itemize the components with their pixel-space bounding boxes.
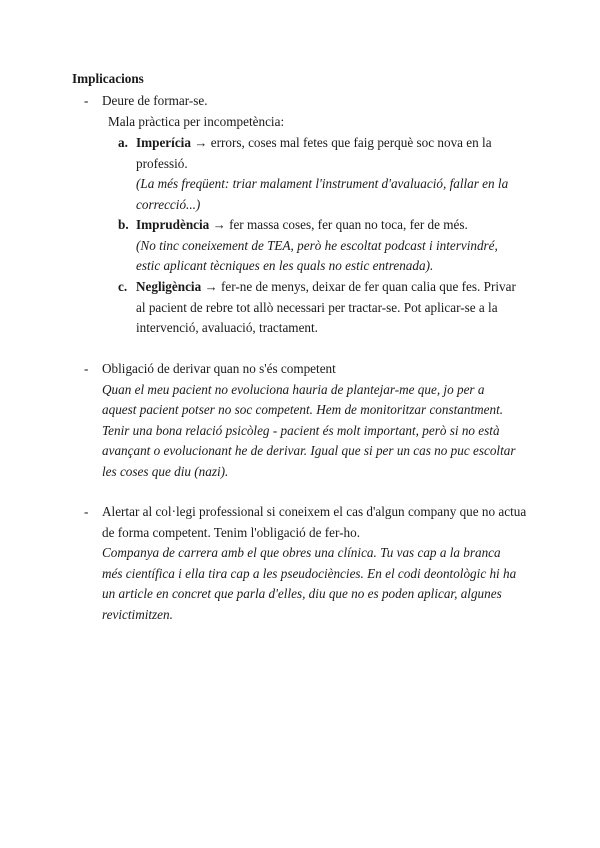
item-c-text: intervenció, avaluació, tractament. bbox=[136, 320, 318, 335]
item-c bbox=[136, 277, 536, 339]
item-c-term: Negligència bbox=[136, 279, 202, 294]
item-b-text: fer massa coses, fer quan no toca, fer de més. bbox=[229, 217, 468, 232]
item-a-term: Imperícia bbox=[136, 135, 191, 150]
item-a-note: (La més freqüent: triar malament l'instrument d'avaluació, fallar en la bbox=[136, 176, 509, 191]
item-b-note: estic aplicant tècniques en les quals no estic entrenada). bbox=[136, 258, 434, 273]
bullet-3-note: Companya de carrera amb el que obres una clínica. Tu vas cap a la branca bbox=[102, 545, 501, 560]
bullet-dash: - bbox=[84, 504, 89, 519]
bullet-3 bbox=[102, 502, 526, 625]
item-a-marker: a. bbox=[118, 135, 128, 150]
item-b-marker: b. bbox=[118, 217, 129, 232]
bullet-1-title: Deure de formar-se. bbox=[102, 93, 208, 108]
bullet-2-note: avançant o evolucionant he de derivar. Igual que si per un cas no puc escoltar bbox=[102, 443, 516, 458]
bullet-3-text: Alertar al col·legi professional si coneixem el cas d'algun company que no actua bbox=[102, 504, 527, 519]
arrow-icon: → bbox=[209, 217, 230, 232]
bullet-3-note: un article en concret que parla d'elles, diu que no es poden aplicar, algunes bbox=[102, 586, 502, 601]
bullet-2-note: Quan el meu pacient no evoluciona hauria de plantejar-me que, jo per a bbox=[102, 381, 485, 397]
bullet-dash: - bbox=[84, 361, 89, 376]
bullet-2 bbox=[102, 359, 526, 482]
item-c-marker: c. bbox=[118, 279, 128, 294]
bullet-3-note: revictimitzen. bbox=[102, 606, 173, 622]
item-c-text: al pacient de rebre tot allò necessari per tractar-se. Pot aplicar-se a la bbox=[136, 299, 498, 315]
item-a-text: professió. bbox=[136, 155, 188, 171]
arrow-icon: → bbox=[190, 135, 211, 150]
item-a-note: correcció...) bbox=[136, 196, 201, 212]
bullet-2-title: Obligació de derivar quan no s'és competent bbox=[102, 361, 336, 376]
item-b-term: Imprudència bbox=[136, 217, 210, 232]
section-heading: Implicacions bbox=[72, 71, 144, 86]
bullet-dash: - bbox=[84, 93, 89, 108]
item-a bbox=[136, 133, 536, 215]
bullet-2-note: les coses que diu (nazi). bbox=[102, 463, 229, 479]
item-a-text: errors, coses mal fetes que faig perquè soc nova en la bbox=[210, 135, 492, 150]
item-b-note: (No tinc coneixement de TEA, però he escoltat podcast i intervindré, bbox=[136, 237, 498, 253]
item-c-text: fer-ne de menys, deixar de fer quan calia que fes. Privar bbox=[220, 279, 516, 294]
bullet-1-subtitle: Mala pràctica per incompetència: bbox=[108, 114, 285, 129]
bullet-2-note: Tenir una bona relació psicòleg - pacient és molt important, però si no està bbox=[102, 422, 500, 438]
bullet-2-note: aquest pacient potser no soc competent. Hem de monitoritzar constantment. bbox=[102, 402, 504, 417]
arrow-icon: → bbox=[201, 279, 221, 294]
item-b bbox=[136, 215, 536, 277]
bullet-3-text: de forma competent. Tenim l'obligació de fer-ho. bbox=[102, 524, 361, 540]
bullet-3-note: més científica i ella tira cap a les pseudociències. En el codi deontològic hi ha bbox=[102, 565, 517, 581]
